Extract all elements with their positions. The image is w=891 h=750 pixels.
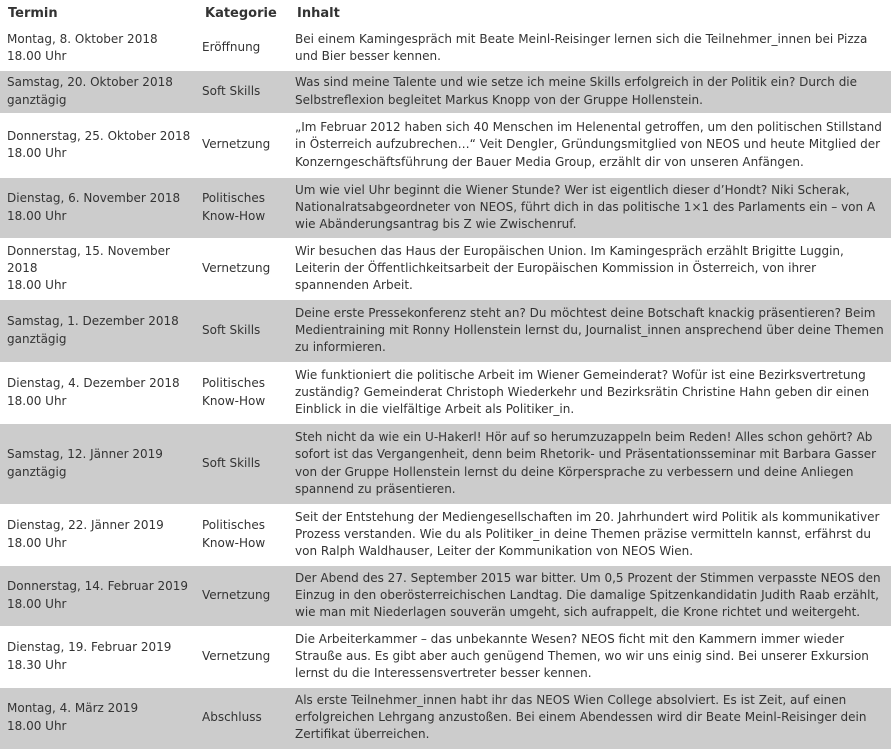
inhalt-cell: „Im Februar 2012 haben sich 40 Menschen im Helenental getroffen, um den politischen Stillstand in Österreich aufzubrechen…“ Veit Dengler, Gründungsmitglied von NEOS und heute Mitglied der Konzerngeschäftsführung der Bauer Media Group, erzählt dir von unseren Anfängen. xyxy=(289,114,891,178)
table-row xyxy=(0,688,891,749)
termin-cell: Montag, 8. Oktober 2018 18.00 Uhr xyxy=(0,27,197,71)
inhalt-cell: Um wie viel Uhr beginnt die Wiener Stunde? Wer ist eigentlich dieser d’Hondt? Niki Scherak, Nationalratsabgeordneter von NEOS, führt dich in das politische 1×1 des Parlaments ein – von A wie Abänderungsantrag bis Z wie Zwischenruf. xyxy=(289,178,891,239)
kategorie-cell: Eröffnung xyxy=(197,27,289,71)
kategorie-cell: Soft Skills xyxy=(197,71,289,114)
termin-cell: Donnerstag, 14. Februar 2019 18.00 Uhr xyxy=(0,566,197,627)
kategorie-cell: Vernetzung xyxy=(197,239,289,300)
table-row xyxy=(0,27,891,71)
kategorie-cell: Soft Skills xyxy=(197,424,289,505)
table-row xyxy=(0,239,891,300)
header-kategorie: Kategorie xyxy=(197,0,289,27)
termin-cell: Dienstag, 19. Februar 2019 18.30 Uhr xyxy=(0,627,197,688)
termin-cell: Montag, 4. März 2019 18.00 Uhr xyxy=(0,688,197,749)
termin-cell: Donnerstag, 25. Oktober 2018 18.00 Uhr xyxy=(0,114,197,178)
termin-cell: Dienstag, 22. Jänner 2019 18.00 Uhr xyxy=(0,505,197,566)
header-termin: Termin xyxy=(0,0,197,27)
inhalt-cell: Steh nicht da wie ein U-Hakerl! Hör auf so herumzuzappeln beim Reden! Alles schon gehört? Ab sofort ist das Vergangenheit, denn beim Rhetorik- und Präsentationsseminar mit Barbara Gasser von der Gruppe Hollenstein lernst du deine Körpersprache zu verbessern und deine Anliegen spannend zu präsentieren. xyxy=(289,424,891,505)
table-row xyxy=(0,300,891,363)
kategorie-cell: Vernetzung xyxy=(197,627,289,688)
table-row xyxy=(0,566,891,627)
termin-cell: Samstag, 12. Jänner 2019 ganztägig xyxy=(0,424,197,505)
table-row xyxy=(0,505,891,566)
termin-cell: Donnerstag, 15. November 2018 18.00 Uhr xyxy=(0,239,197,300)
table-row xyxy=(0,114,891,178)
kategorie-cell: Soft Skills xyxy=(197,300,289,363)
inhalt-cell: Wir besuchen das Haus der Europäischen Union. Im Kamingespräch erzählt Brigitte Luggin, Leiterin der Öffentlichkeitsarbeit der Europäischen Kommission in Österreich, von ihrer spannenden Arbeit. xyxy=(289,239,891,300)
inhalt-cell: Der Abend des 27. September 2015 war bitter. Um 0,5 Prozent der Stimmen verpasste NEOS den Einzug in den oberösterreichischen Landtag. Die damalige Spitzenkandidatin Judith Raab erzählt, wie man mit Niederlagen souverän umgeht, sich aufrappelt, die Krone richtet und weitergeht. xyxy=(289,566,891,627)
table-row xyxy=(0,71,891,114)
inhalt-cell: Deine erste Pressekonferenz steht an? Du möchtest deine Botschaft knackig präsentieren? Beim Medientraining mit Ronny Hollenstein lernst du, Journalist_innen ansprechend über deine Themen zu informieren. xyxy=(289,300,891,363)
table-row xyxy=(0,178,891,239)
termin-cell: Dienstag, 4. Dezember 2018 18.00 Uhr xyxy=(0,363,197,424)
header-inhalt: Inhalt xyxy=(289,0,891,27)
header-row xyxy=(0,0,891,27)
kategorie-cell: Vernetzung xyxy=(197,114,289,178)
kategorie-cell: Vernetzung xyxy=(197,566,289,627)
kategorie-cell: Politisches Know-How xyxy=(197,363,289,424)
inhalt-cell: Seit der Entstehung der Mediengesellschaften im 20. Jahrhundert wird Politik als kommunikativer Prozess verstanden. Wie du als Politiker_in deine Themen präzise vermitteln kannst, erfährst du von Ralph Waldhauser, Leiter der Kommunikation von NEOS Wien. xyxy=(289,505,891,566)
kategorie-cell: Abschluss xyxy=(197,688,289,749)
inhalt-cell: Wie funktioniert die politische Arbeit im Wiener Gemeinderat? Wofür ist eine Bezirksvertretung zuständig? Gemeinderat Christoph Wiederkehr und Bezirksrätin Christine Hahn geben dir einen Einblick in die vielfältige Arbeit als Politiker_in. xyxy=(289,363,891,424)
table-row xyxy=(0,363,891,424)
termin-cell: Dienstag, 6. November 2018 18.00 Uhr xyxy=(0,178,197,239)
inhalt-cell: Die Arbeiterkammer – das unbekannte Wesen? NEOS ficht mit den Kammern immer wieder Strauße aus. Es gibt aber auch genügend Themen, wo wir uns einig sind. Bei unserer Exkursion lernst du die Interessensvertreter besser kennen. xyxy=(289,627,891,688)
termin-cell: Samstag, 20. Oktober 2018 ganztägig xyxy=(0,71,197,114)
kategorie-cell: Politisches Know-How xyxy=(197,505,289,566)
inhalt-cell: Als erste Teilnehmer_innen habt ihr das NEOS Wien College absolviert. Es ist Zeit, auf einen erfolgreichen Lehrgang anzustoßen. Bei einem Abendessen wird dir Beate Meinl-Reisinger dein Zertifikat überreichen. xyxy=(289,688,891,749)
inhalt-cell: Was sind meine Talente und wie setze ich meine Skills erfolgreich in der Politik ein? Durch die Selbstreflexion begleitet Markus Knopp von der Gruppe Hollenstein. xyxy=(289,71,891,114)
kategorie-cell: Politisches Know-How xyxy=(197,178,289,239)
table-row xyxy=(0,627,891,688)
termin-cell: Samstag, 1. Dezember 2018 ganztägig xyxy=(0,300,197,363)
inhalt-cell: Bei einem Kamingespräch mit Beate Meinl-Reisinger lernen sich die Teilnehmer_innen bei Pizza und Bier besser kennen. xyxy=(289,27,891,71)
table-row xyxy=(0,424,891,505)
